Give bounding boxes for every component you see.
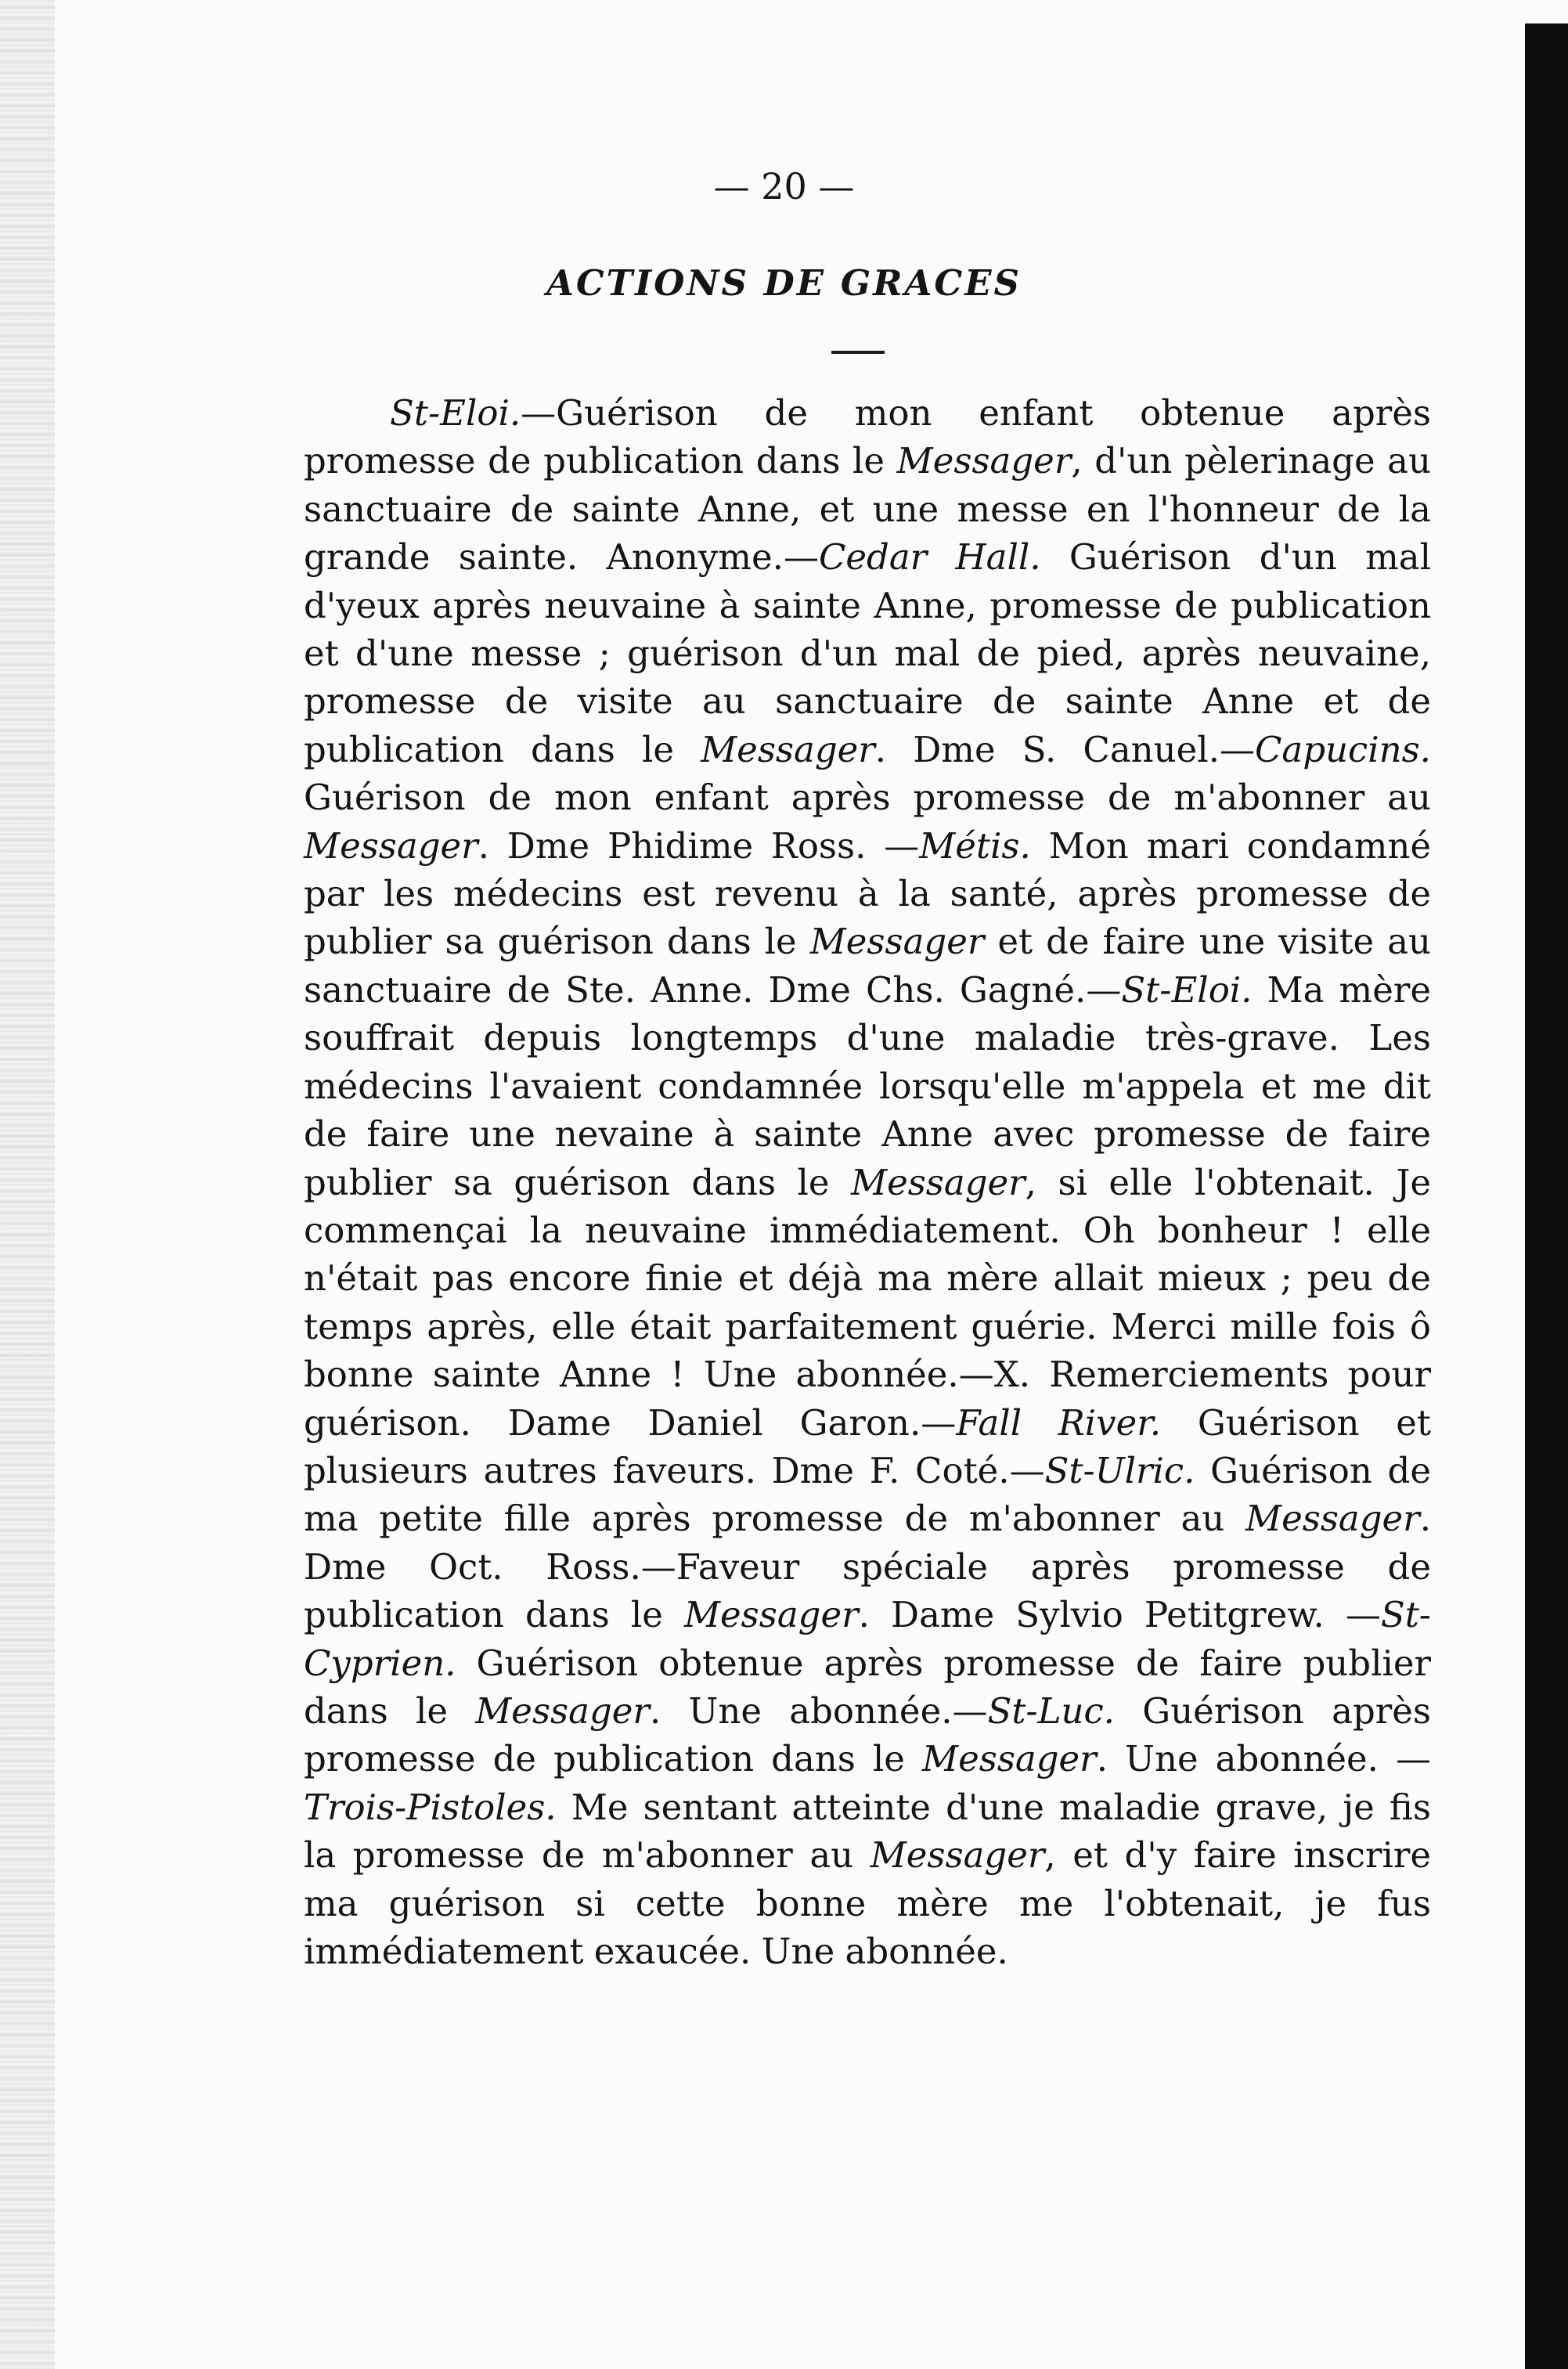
text-segment: Me sentant atteinte d'une maladie grave, je fis la promesse de m'abonner au <box>304 1786 1431 1877</box>
italic-segment: St-Cyprien. <box>304 1594 1431 1684</box>
italic-segment: St-Eloi. <box>1121 968 1253 1011</box>
italic-segment: Messager <box>304 824 478 867</box>
text-segment: . Une abonnée. — <box>1096 1738 1431 1780</box>
text-segment: . Dame Sylvio Petitgrew. — <box>858 1594 1381 1636</box>
section-title: ACTIONS DE GRACES <box>546 262 1022 304</box>
page-edge-shadow <box>0 0 55 2369</box>
italic-segment: Messager <box>683 1594 859 1636</box>
text-segment: . Dme S. Canuel.— <box>874 728 1255 770</box>
italic-segment: Capucins. <box>1254 728 1431 770</box>
text-segment: , et d'y faire inscrire ma guérison si cette bonne mère me l'obtenait, je fus immédiatement exaucée. Une abonnée. <box>304 1834 1431 1972</box>
text-segment: , d'un pèlerinage au sanctuaire de sainte Anne, et une messe en l'honneur de la grande sainte. Anonyme.— <box>304 440 1431 579</box>
italic-segment: St-Ulric. <box>1044 1449 1195 1491</box>
text-segment: . Une abonnée.— <box>649 1689 988 1732</box>
text-segment: Guérison et plusieurs autres faveurs. Dme F. Coté.— <box>304 1401 1431 1491</box>
scan-border <box>1525 23 1568 2369</box>
text-segment: . Dme Phidime Ross. — <box>478 824 920 867</box>
italic-segment: Métis. <box>919 824 1031 867</box>
italic-segment: Messager <box>922 1738 1097 1780</box>
text-segment: Guérison d'un mal d'yeux après neuvaine à sainte Anne, promesse de publication et d'une messe ; guérison d'un mal de pied, après neuvaine, promesse de visite au sanctuaire de sainte Anne et de publication dans le <box>304 536 1431 770</box>
italic-segment: Messager <box>1245 1498 1420 1540</box>
text-segment: Guérison obtenue après promesse de faire publier dans le <box>304 1642 1431 1732</box>
text-segment: Mon mari condamné par les médecins est revenu à la santé, après promesse de publier sa guérison dans le <box>304 824 1431 963</box>
text-segment: et de faire une visite au sanctuaire de Ste. Anne. Dme Chs. Gagné.— <box>304 921 1431 1011</box>
text-segment: —Guérison de mon enfant obtenue après promesse de publication dans le <box>304 392 1431 482</box>
text-segment: , si elle l'obtenait. Je commençai la neuvaine immédiatement. Oh bonheur ! elle n'était pas encore finie et déjà ma mère allait mieux ; peu de temps après, elle était parfaitement guérie. Merci mille fois ô bonne sainte Anne ! Une abonnée.—X. Remerciements pour guérison. Dame Daniel Garon.— <box>304 1161 1431 1444</box>
italic-segment: Trois-Pistoles. <box>304 1786 557 1828</box>
italic-segment: Messager <box>896 440 1072 482</box>
italic-segment: Messager <box>809 921 985 963</box>
italic-segment: Messager <box>851 1161 1026 1203</box>
text-segment: . Dme Oct. Ross.—Faveur spéciale après promesse de publication dans le <box>304 1498 1431 1636</box>
italic-segment: St-Eloi. <box>390 392 521 434</box>
text-segment: Guérison de ma petite fille après promesse de m'abonner au <box>304 1449 1431 1540</box>
italic-segment: Fall River. <box>956 1401 1162 1444</box>
italic-segment: Messager <box>701 728 875 770</box>
italic-segment: Messager <box>475 1689 650 1732</box>
page-number: — 20 — <box>713 165 855 207</box>
body-paragraph <box>304 389 1431 1975</box>
italic-segment: Messager <box>870 1834 1045 1877</box>
text-segment: Guérison après promesse de publication dans le <box>304 1689 1431 1780</box>
italic-segment: St-Luc. <box>987 1689 1115 1732</box>
italic-segment: Cedar Hall. <box>818 536 1041 579</box>
text-segment: Guérison de mon enfant après promesse de m'abonner au <box>304 777 1431 819</box>
title-rule <box>831 351 885 354</box>
text-segment: Ma mère souffrait depuis longtemps d'une maladie très-grave. Les médecins l'avaient condamnée lorsqu'elle m'appela et me dit de faire une nevaine à sainte Anne avec promesse de faire publier sa guérison dans le <box>304 968 1431 1203</box>
